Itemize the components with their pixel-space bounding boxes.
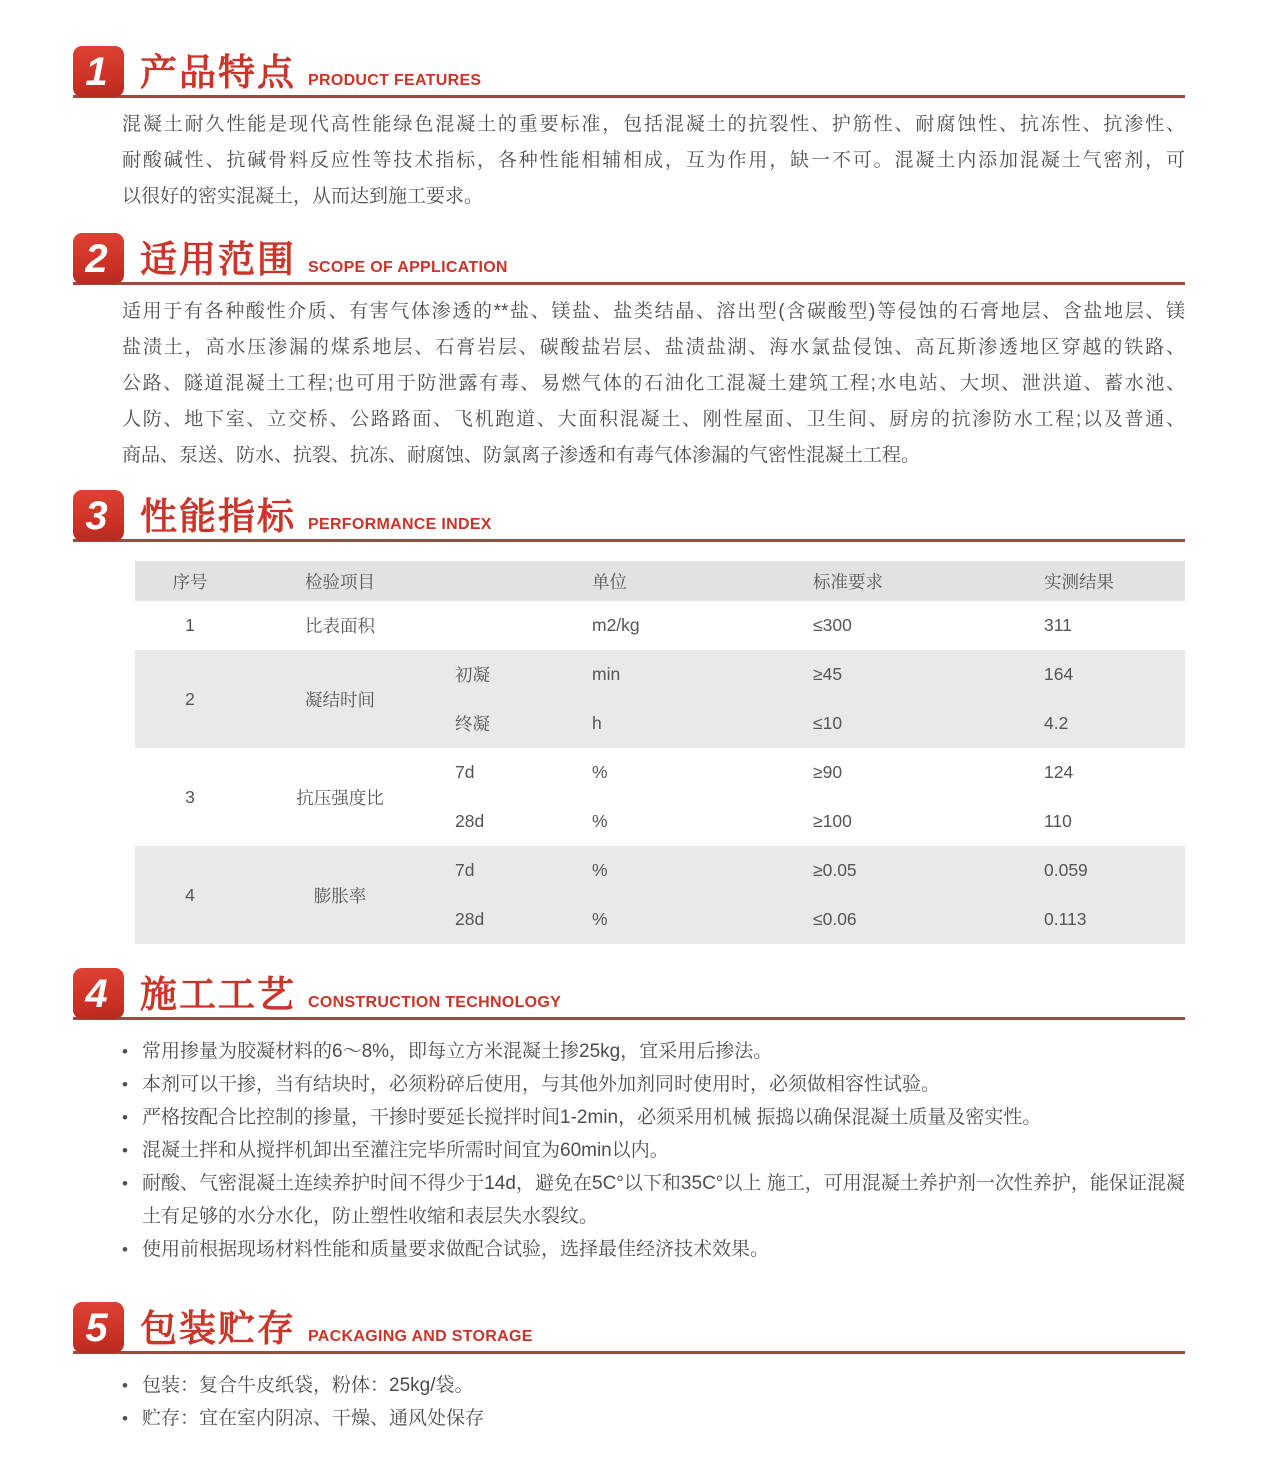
cell-sub: 7d [435,846,580,895]
section-4-header [73,968,1185,1020]
bullet-text: 贮存：宜在室内阴凉、干燥、通风处保存 [142,1408,485,1429]
table-row [135,601,1185,650]
bullet-dot [122,1101,142,1134]
cell-no: 2 [135,650,245,748]
col-header-std: 标准要求 [795,561,1030,601]
section-number: 1 [85,49,108,94]
cell-unit: % [580,846,795,895]
cell-std: ≥45 [795,650,1030,699]
section-2-paragraph [122,294,1185,474]
table-row [135,650,1185,699]
section-2-header [73,233,1185,285]
section-1-header [73,46,1185,98]
section-packaging-and-storage [0,1302,1280,1435]
cell-result: 110 [1030,797,1185,846]
cell-result: 124 [1030,748,1185,797]
cell-unit: m2/kg [580,601,795,650]
cell-unit: % [580,797,795,846]
col-header-sub [435,561,580,601]
bullet-item [122,1035,1185,1068]
cell-sub [435,601,580,650]
cell-std: ≥0.05 [795,846,1030,895]
section-3-header [73,490,1185,542]
cell-unit: min [580,650,795,699]
section-subtitle: SCOPE OF APPLICATION [308,259,508,276]
cell-no: 4 [135,846,245,944]
cell-unit: h [580,699,795,748]
section-number: 4 [85,971,108,1016]
section-title: 施工工艺 [140,974,296,1015]
cell-item: 膨胀率 [245,846,435,944]
cell-sub: 28d [435,797,580,846]
table-header-row [135,561,1185,601]
cell-item: 凝结时间 [245,650,435,748]
bullet-text: 严格按配合比控制的掺量，干掺时要延长搅拌时间1-2min，必须采用机械 振捣以确保混凝土质量及密实性。 [142,1107,1042,1128]
bullet-item [122,1233,1185,1266]
bullet-dot [122,1035,142,1068]
col-header-result: 实测结果 [1030,561,1185,601]
performance-index-table [135,561,1185,944]
section-number: 3 [85,493,108,538]
bullet-dot [122,1068,142,1101]
section-scope-of-application [0,233,1280,474]
bullet-text: 使用前根据现场材料性能和质量要求做配合试验，选择最佳经济技术效果。 [142,1239,770,1260]
cell-sub: 终凝 [435,699,580,748]
bullet-dot [122,1233,142,1266]
section-subtitle: PACKAGING AND STORAGE [308,1328,533,1345]
cell-std: ≥90 [795,748,1030,797]
bullet-item [122,1134,1185,1167]
section-1-paragraph [122,107,1185,215]
section-number-badge [73,968,124,1019]
section-title: 性能指标 [140,496,296,537]
section-number-badge [73,490,124,541]
paragraph-line: 适用于有各种酸性介质、有害气体渗透的**盐、镁盐、盐类结晶、溶出型(含碳酸型)等侵蚀的石膏地层、含盐地层、镁 [122,301,1185,322]
section-title: 包装贮存 [140,1308,296,1349]
col-header-unit: 单位 [580,561,795,601]
bullet-item [122,1068,1185,1101]
bullet-text: 混凝土拌和从搅拌机卸出至灌注完毕所需时间宜为60min以内。 [142,1140,669,1161]
bullet-text: 包装：复合牛皮纸袋，粉体：25kg/袋。 [142,1375,474,1396]
bullet-dot [122,1167,142,1233]
cell-sub: 28d [435,895,580,944]
paragraph-line: 混凝土耐久性能是现代高性能绿色混凝土的重要标准，包括混凝土的抗裂性、护筋性、耐腐蚀性、抗冻性、抗渗性、 [122,114,1185,135]
section-subtitle: PRODUCT FEATURES [308,72,482,89]
cell-no: 3 [135,748,245,846]
section-title: 产品特点 [140,52,296,93]
bullet-item [122,1369,1185,1402]
bullet-item [122,1101,1185,1134]
cell-unit: % [580,895,795,944]
table-row [135,846,1185,895]
cell-std: ≤10 [795,699,1030,748]
bullet-item [122,1402,1185,1435]
section-number-badge [73,46,124,97]
cell-std: ≤0.06 [795,895,1030,944]
bullet-text: 本剂可以干掺，当有结块时，必须粉碎后使用，与其他外加剂同时使用时，必须做相容性试验。 [142,1074,941,1095]
paragraph-line: 盐渍土，高水压渗漏的煤系地层、石膏岩层、碳酸盐岩层、盐渍盐湖、海水氯盐侵蚀、高瓦斯渗透地区穿越的铁路、 [122,337,1185,358]
bullet-item [122,1167,1185,1233]
cell-result: 164 [1030,650,1185,699]
paragraph-line: 以很好的密实混凝土，从而达到施工要求。 [122,186,484,207]
cell-no: 1 [135,601,245,650]
section-number-badge [73,233,124,284]
section-construction-technology [0,968,1280,1266]
section-number: 2 [85,236,108,281]
cell-result: 4.2 [1030,699,1185,748]
cell-sub: 7d [435,748,580,797]
paragraph-line: 公路、隧道混凝土工程;也可用于防泄露有毒、易燃气体的石油化工混凝土建筑工程;水电站、大坝、泄洪道、蓄水池、 [122,373,1185,394]
cell-sub: 初凝 [435,650,580,699]
col-header-item: 检验项目 [245,561,435,601]
cell-item: 比表面积 [245,601,435,650]
bullet-text: 常用掺量为胶凝材料的6～8%，即每立方米混凝土掺25kg，宜采用后掺法。 [142,1041,773,1062]
section-product-features [0,46,1280,215]
section-4-bullets [122,1035,1185,1266]
cell-unit: % [580,748,795,797]
cell-result: 0.113 [1030,895,1185,944]
section-number: 5 [85,1305,108,1350]
cell-std: ≥100 [795,797,1030,846]
paragraph-line: 商品、泵送、防水、抗裂、抗冻、耐腐蚀、防氯离子渗透和有毒气体渗漏的气密性混凝土工程。 [122,445,921,466]
bullet-dot [122,1369,142,1402]
cell-result: 0.059 [1030,846,1185,895]
section-title: 适用范围 [140,239,296,280]
bullet-dot [122,1134,142,1167]
section-number-badge [73,1302,124,1353]
cell-result: 311 [1030,601,1185,650]
section-subtitle: PERFORMANCE INDEX [308,516,492,533]
bullet-text: 耐酸、气密混凝土连续养护时间不得少于14d，避免在5C°以下和35C°以上 施工，可用混凝土养护剂一次性养护，能保证混凝土有足够的水分水化，防止塑性收缩和表层失水裂纹。 [142,1173,1185,1227]
section-performance-index [0,490,1280,944]
table-row [135,748,1185,797]
section-5-header [73,1302,1185,1354]
paragraph-line: 耐酸碱性、抗碱骨料反应性等技术指标，各种性能相辅相成，互为作用，缺一不可。混凝土内添加混凝土气密剂，可 [122,150,1185,171]
col-header-no: 序号 [135,561,245,601]
paragraph-line: 人防、地下室、立交桥、公路路面、飞机跑道、大面积混凝土、刚性屋面、卫生间、厨房的抗渗防水工程;以及普通、 [122,409,1185,430]
cell-item: 抗压强度比 [245,748,435,846]
cell-std: ≤300 [795,601,1030,650]
bullet-dot [122,1402,142,1435]
section-subtitle: CONSTRUCTION TECHNOLOGY [308,994,562,1011]
section-5-bullets [122,1369,1185,1435]
